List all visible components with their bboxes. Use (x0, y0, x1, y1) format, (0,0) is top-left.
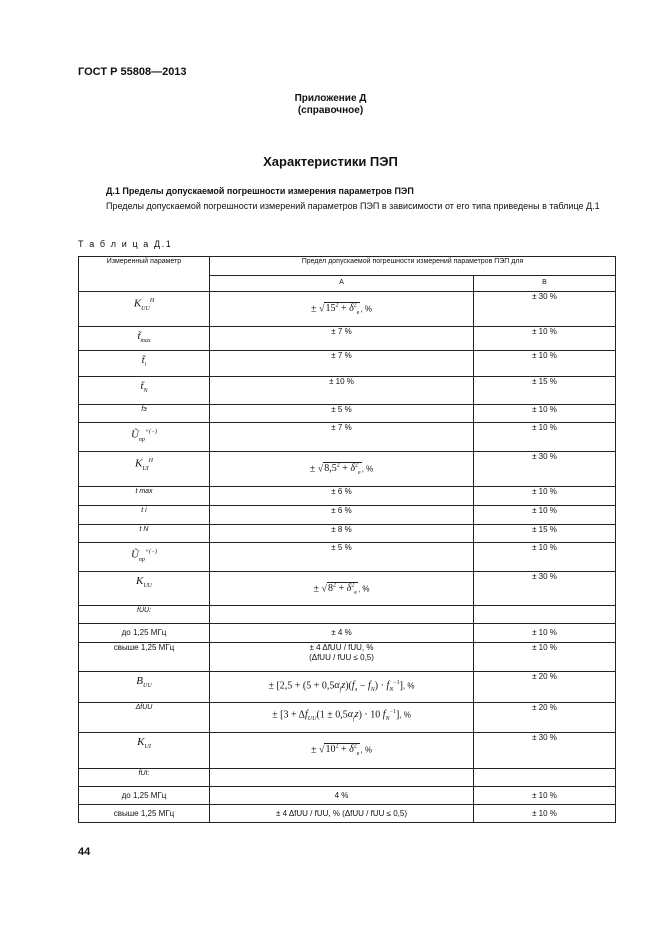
value-a-cell: ± 6 % (210, 487, 474, 506)
value-b-cell: ± 30 % (474, 452, 616, 487)
value-a-cell: ± 7 % (210, 327, 474, 351)
table-row (79, 672, 616, 703)
table-row (79, 525, 616, 543)
param-symbol-t-i-tilde: $t̃_i$ (141, 354, 147, 369)
param-group-label: fUI: (79, 769, 210, 787)
value-b-cell (474, 606, 616, 624)
param-symbol-kui: $K_{UI}$ (137, 736, 151, 751)
value-b-cell: ± 20 % (474, 703, 616, 733)
value-a-cell (210, 292, 474, 327)
table-row (79, 805, 616, 823)
value-a-cell: ± 5 % (210, 405, 474, 423)
param-symbol-t-n-tilde: $t̃_N$ (140, 380, 148, 395)
value-b-cell: ± 10 % (474, 543, 616, 572)
value-a-cell (210, 769, 474, 787)
value-b-cell: ± 20 % (474, 672, 616, 703)
header-limit: Предел допускаемой погрешности измерений параметров ПЭП для (210, 257, 616, 276)
param-cell (79, 327, 210, 351)
value-b-cell: ± 10 % (474, 487, 616, 506)
value-b-cell (474, 769, 616, 787)
header-param: Измеренный параметр (79, 257, 210, 292)
appendix-heading (0, 93, 661, 117)
table-row (79, 624, 616, 643)
value-a-cell (210, 703, 474, 733)
param-cell (79, 377, 210, 405)
value-b-cell: ± 10 % (474, 787, 616, 805)
param-cell (79, 672, 210, 703)
formula-a: ± $√8,5^2 + \delta^2_e$, % (309, 463, 374, 477)
table-row (79, 506, 616, 525)
table-row (79, 487, 616, 506)
param-cell (79, 572, 210, 606)
appendix-note: (справочное) (297, 105, 364, 116)
value-a-cell: ± 7 % (210, 351, 474, 377)
table-caption: Т а б л и ц а Д.1 (78, 239, 173, 249)
value-b-cell: ± 10 % (474, 805, 616, 823)
table-row (79, 292, 616, 327)
param-symbol-kuu: $K_{UU}$ (135, 575, 152, 590)
table-row (79, 423, 616, 452)
formula-a: ± $√15^2 + \delta^2_e$, % (310, 303, 372, 317)
param-cell (79, 351, 210, 377)
formula-a: ± $√10^2 + \delta^2_e$, % (310, 744, 372, 758)
param-cell (79, 452, 210, 487)
param-symbol-u-pr: $Ũ_{пр}^{+(-)}$ (130, 428, 158, 443)
table-row (79, 543, 616, 572)
header-col-b: В (474, 276, 616, 292)
param-symbol-kuu-h: $K_{UU}^H$ (133, 297, 155, 312)
param-cell: свыше 1,25 МГц (79, 805, 210, 823)
table-row (79, 405, 616, 423)
page-number: 44 (78, 846, 91, 858)
param-cell: fэ (79, 405, 210, 423)
param-cell: t max (79, 487, 210, 506)
value-a-cell: 4 % (210, 787, 474, 805)
param-cell: до 1,25 МГц (79, 787, 210, 805)
table-row (79, 643, 616, 672)
value-a-cell (210, 606, 474, 624)
value-b-cell: ± 10 % (474, 405, 616, 423)
value-a-cell: ± 7 % (210, 423, 474, 452)
value-b-cell: ± 30 % (474, 733, 616, 769)
param-symbol-t-max-tilde: $t̃_{max}$ (137, 330, 151, 345)
table-row (79, 769, 616, 787)
value-b-cell: ± 10 % (474, 506, 616, 525)
value-a-cell (210, 452, 474, 487)
value-a-cell: ± 8 % (210, 525, 474, 543)
table-row (79, 703, 616, 733)
section-title: Д.1 Пределы допускаемой погрешности измерения параметров ПЭП (106, 186, 414, 196)
table-row (79, 327, 616, 351)
value-a-cell (210, 733, 474, 769)
value-a-cell: ± 4 % (210, 624, 474, 643)
param-cell (79, 543, 210, 572)
value-b-cell: ± 30 % (474, 292, 616, 327)
param-cell: ΔfUU (79, 703, 210, 733)
param-symbol-buu: $B_{UU}$ (136, 675, 152, 690)
param-symbol-u-pr-2: $Ũ_{пр}^{+(-)}$ (130, 548, 158, 563)
value-b-cell: ± 15 % (474, 377, 616, 405)
parameters-table (78, 256, 616, 823)
value-b-cell: ± 30 % (474, 572, 616, 606)
table-row (79, 787, 616, 805)
value-b-cell: ± 15 % (474, 525, 616, 543)
table-row (79, 572, 616, 606)
param-cell: до 1,25 МГц (79, 624, 210, 643)
value-a-cell: ± 5 % (210, 543, 474, 572)
param-group-label: fUU: (79, 606, 210, 624)
param-symbol-kui-h: $K_{UI}^H$ (134, 457, 154, 472)
formula-a: ± $√8^2 + \delta^2_e$, % (313, 583, 370, 597)
value-a-cell: ± 10 % (210, 377, 474, 405)
formula-a: ± $[2,5 + (5 + 0,5\alpha_fz)(f_э - f_N) \cdot f_N^{-1}]$, % (268, 680, 415, 694)
page-heading: Характеристики ПЭП (263, 154, 398, 169)
value-b-cell: ± 10 % (474, 423, 616, 452)
table-row (79, 606, 616, 624)
param-cell: t i (79, 506, 210, 525)
value-b-cell: ± 10 % (474, 351, 616, 377)
table-row (79, 377, 616, 405)
param-cell (79, 733, 210, 769)
table-row (79, 351, 616, 377)
formula-a: ± [$3 + \Delta f_{UU}(1 \pm 0,5\alpha_fz) \cdot 10$ $f_N^{-1}$], % (272, 709, 411, 723)
header-col-a: А (210, 276, 474, 292)
document-header: ГОСТ Р 55808—2013 (78, 66, 187, 78)
value-a-cell: ± 6 % (210, 506, 474, 525)
value-b-cell: ± 10 % (474, 624, 616, 643)
param-cell: t N (79, 525, 210, 543)
value-a-line2: (ΔfUU / fUU ≤ 0,5) (309, 653, 374, 662)
param-cell (79, 423, 210, 452)
appendix-title: Приложение Д (294, 93, 367, 104)
param-cell: свыше 1,25 МГц (79, 643, 210, 672)
table-row (79, 452, 616, 487)
section-paragraph: Пределы допускаемой погрешности измерений параметров ПЭП в зависимости от его типа приведены в таблице Д.1 (106, 201, 600, 211)
value-a-cell (210, 672, 474, 703)
value-a-cell (210, 572, 474, 606)
value-a-cell: ± 4 ΔfUU / fUU, % (ΔfUU / fUU ≤ 0,5) (210, 805, 474, 823)
value-a-line1: ± 4 ΔfUU / fUU, % (309, 643, 374, 652)
value-a-cell (210, 643, 474, 672)
value-b-cell: ± 10 % (474, 327, 616, 351)
param-cell (79, 292, 210, 327)
table-row (79, 733, 616, 769)
value-b-cell: ± 10 % (474, 643, 616, 672)
